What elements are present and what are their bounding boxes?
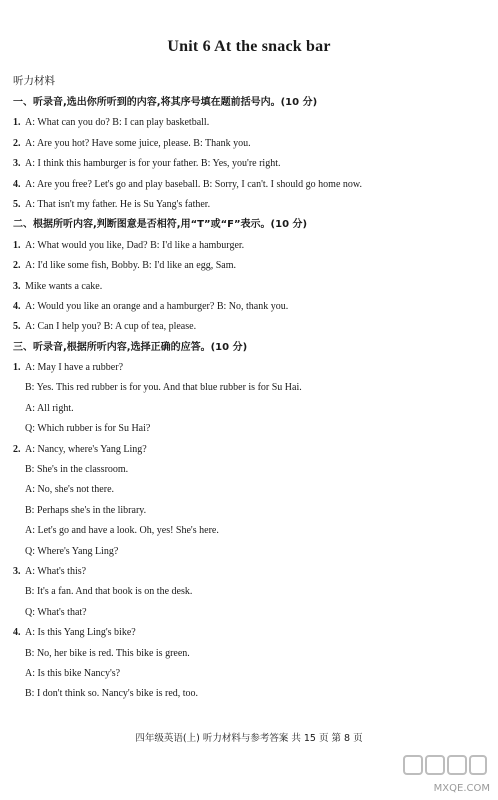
section-label: 听力材料 (13, 75, 55, 87)
page-footer: 四年级英语(上) 听力材料与参考答案 共 15 页 第 8 页 (135, 733, 363, 744)
item-number: 1. (13, 362, 21, 374)
item-text: A: Would you like an orange and a hamburger? B: No, thank you. (25, 300, 289, 312)
page-title: Unit 6 At the snack bar (167, 38, 331, 55)
item-text: A: Are you free? Let's go and play baseball. B: Sorry, I can't. I should go home now. (25, 178, 362, 190)
transcript-subline: A: Let's go and have a look. Oh, yes! She's here. (25, 525, 219, 537)
item-number: 3. (13, 158, 21, 170)
item-text: A: May I have a rubber? (25, 362, 124, 374)
item-text: Mike wants a cake. (25, 280, 103, 292)
transcript-subline: Q: What's that? (25, 606, 87, 618)
transcript-item (13, 175, 491, 195)
item-number: 2. (13, 137, 21, 149)
transcript-subline: B: Perhaps she's in the library. (25, 504, 147, 516)
item-number: 4. (13, 300, 21, 312)
item-text: A: I think this hamburger is for your father. B: Yes, you're right. (25, 158, 281, 170)
item-number: 5. (13, 321, 21, 333)
transcript-subline: A: No, she's not there. (25, 484, 115, 496)
transcript-subline: B: It's a fan. And that book is on the desk. (25, 586, 193, 598)
section-heading: 三、听录音,根据所听内容,选择正确的应答。(10 分) (13, 341, 248, 353)
transcript-item (13, 154, 491, 174)
item-text: A: That isn't my father. He is Su Yang's father. (25, 198, 211, 210)
transcript-item (13, 317, 491, 337)
transcript-subline: Q: Where's Yang Ling? (25, 545, 119, 557)
item-number: 4. (13, 178, 21, 190)
transcript-item (13, 562, 491, 582)
item-number: 1. (13, 117, 21, 129)
item-number: 2. (13, 260, 21, 272)
item-text: A: Are you hot? Have some juice, please. B: Thank you. (25, 137, 251, 149)
transcript-subline: B: I don't think so. Nancy's bike is red, too. (25, 688, 199, 700)
item-text: A: Nancy, where's Yang Ling? (25, 443, 147, 455)
transcript-item (13, 236, 491, 256)
section-heading: 二、根据所听内容,判断图意是否相符,用“T”或“F”表示。(10 分) (13, 219, 308, 231)
transcript-item (13, 623, 491, 643)
transcript-item (13, 134, 491, 154)
transcript-item (13, 113, 491, 133)
transcript-item (13, 277, 491, 297)
transcript-subline: A: Is this bike Nancy's? (25, 667, 121, 679)
item-number: 3. (13, 280, 21, 292)
item-number: 1. (13, 239, 21, 251)
item-text: A: What's this? (25, 565, 87, 577)
item-number: 5. (13, 198, 21, 210)
transcript-content (13, 93, 491, 705)
item-text: A: Is this Yang Ling's bike? (25, 627, 136, 639)
watermark-text: MXQE.COM (433, 783, 490, 794)
transcript-item (13, 440, 491, 460)
item-number: 2. (13, 443, 21, 455)
section-heading: 一、听录音,选出你所听到的内容,将其序号填在题前括号内。(10 分) (13, 97, 318, 108)
transcript-subline: B: Yes. This red rubber is for you. And that blue rubber is for Su Hai. (25, 382, 302, 394)
transcript-item (13, 297, 491, 317)
transcript-subline: Q: Which rubber is for Su Hai? (25, 423, 151, 435)
transcript-item (13, 358, 491, 378)
item-text: A: What can you do? B: I can play basketball. (25, 117, 210, 129)
transcript-subline: B: No, her bike is red. This bike is green. (25, 647, 190, 659)
transcript-item (13, 195, 491, 215)
item-text: A: Can I help you? B: A cup of tea, please. (25, 321, 197, 333)
item-number: 3. (13, 565, 21, 577)
transcript-subline: B: She's in the classroom. (25, 464, 129, 476)
item-text: A: What would you like, Dad? B: I'd like a hamburger. (25, 239, 245, 251)
item-number: 4. (13, 627, 21, 639)
transcript-subline: A: All right. (25, 402, 74, 414)
transcript-item (13, 256, 491, 276)
item-text: A: I'd like some fish, Bobby. B: I'd like an egg, Sam. (25, 260, 236, 272)
